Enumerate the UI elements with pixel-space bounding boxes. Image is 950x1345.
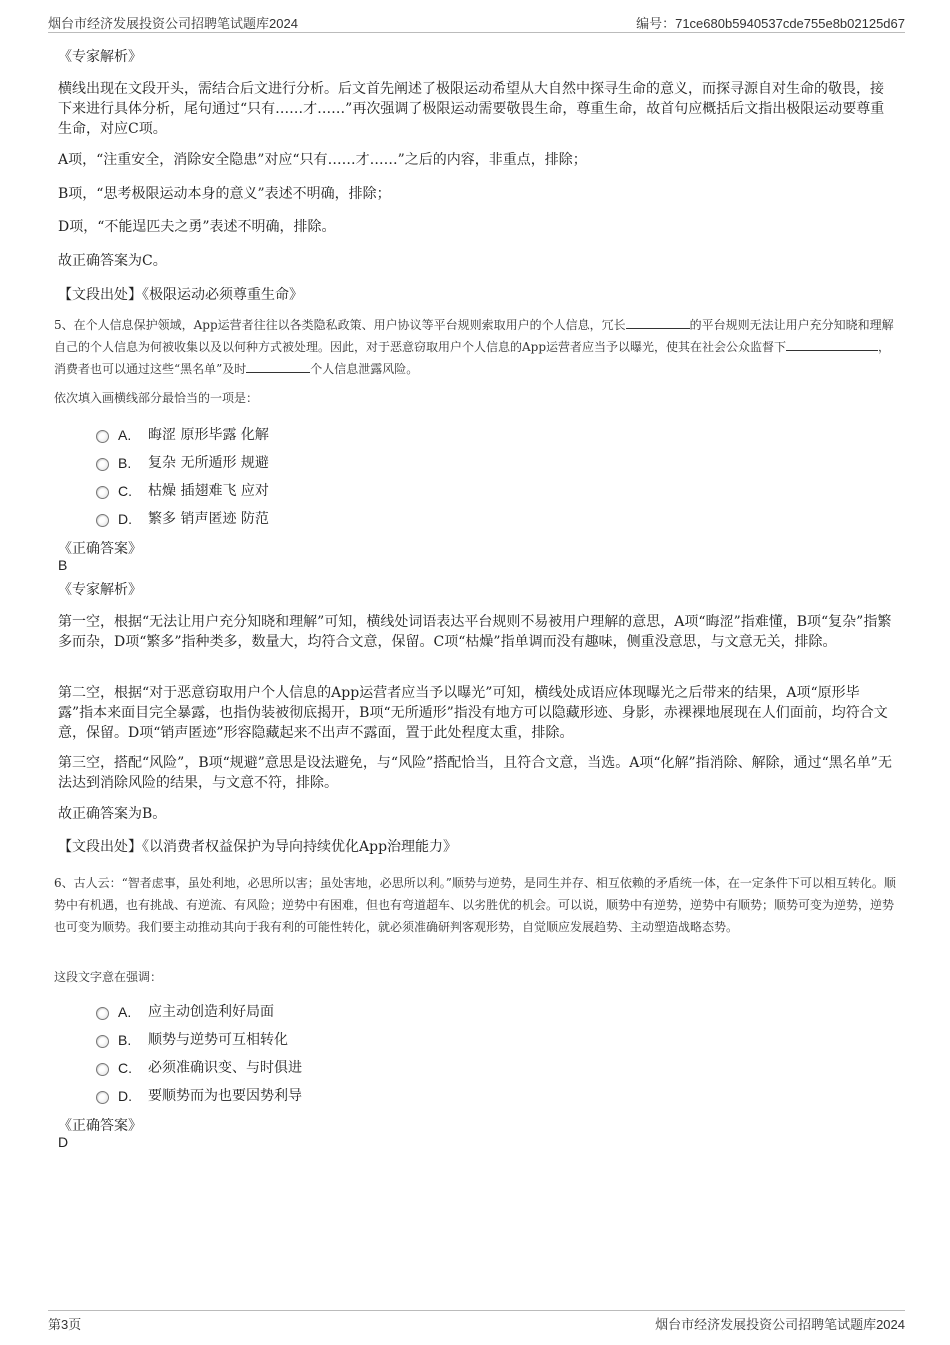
page-number: 第3页: [48, 1317, 82, 1332]
q4-conclusion: 故正确答案为C。: [58, 253, 167, 269]
q5-prompt: 依次填入画横线部分最恰当的一项是：: [54, 391, 259, 405]
radio-button[interactable]: [96, 458, 109, 471]
q5-conclusion: 故正确答案为B。: [58, 806, 167, 822]
fill-blank-1: [626, 316, 690, 329]
fill-blank-2: [786, 338, 878, 351]
q4-analysis-option-a: A项，“注重安全，消除安全隐患”对应“只有……才……”之后的内容，非重点，排除；: [58, 152, 587, 168]
radio-button[interactable]: [96, 514, 109, 527]
q4-analysis-title: 《专家解析》: [58, 49, 142, 65]
q6-answer: D: [58, 1134, 69, 1150]
radio-button[interactable]: [96, 1007, 109, 1020]
q4-source: 【文段出处】《极限运动必须尊重生命》: [58, 287, 303, 303]
radio-button[interactable]: [96, 1035, 109, 1048]
page-footer: [48, 1310, 905, 1333]
fill-blank-3: [246, 360, 310, 373]
q5-analysis-blank-2: 第二空，根据“对于恶意窃取用户个人信息的App运营者应当予以曝光”可知，横线处成语应体现曝光之后带来的结果，A项“原形毕露”指本来面目完全暴露，也指伪装被彻底揭开，B项“无所遁形”指没有地方可以隐藏形迹、身影，赤裸裸地展现在人们面前，均符合文意，保留。D项“销声匿迹”形容隐藏起来不出声不露面，置于此处程度太重，排除。: [58, 685, 888, 741]
footer-title: 烟台市经济发展投资公司招聘笔试题库2024: [655, 1317, 905, 1332]
q5-source: 【文段出处】《以消费者权益保护为导向持续优化App治理能力》: [58, 839, 458, 855]
radio-button[interactable]: [96, 486, 109, 499]
q5-stem: 5、在个人信息保护领域，App运营者往往以各类隐私政策、用户协议等平台规则索取用户的个人信息，冗长 的平台规则无法让用户充分知晓和理解自己的个人信息为何被收集以及以何种方式被处理。因此，对于恶意窃取用户个人信息的App运营者应当予以曝光，使其在社会公众监督下 ，消费者也可以通过这些“黑名单”及时 个人信息泄露风险。: [54, 318, 894, 376]
header-title: 烟台市经济发展投资公司招聘笔试题库2024: [48, 16, 298, 31]
q4-analysis-option-d: D项，“不能逞匹夫之勇”表述不明确，排除。: [58, 219, 336, 235]
q4-analysis-paragraph: 横线出现在文段开头，需结合后文进行分析。后文首先阐述了极限运动希望从大自然中探寻生命的意义，而探寻源自对生命的敬畏，接下来进行具体分析，尾句通过“只有……才……”再次强调了极限运动需要敬畏生命，尊重生命，故首句应概括后文指出极限运动要尊重生命，对应C项。: [58, 81, 885, 137]
radio-button[interactable]: [96, 430, 109, 443]
q4-analysis-option-b: B项，“思考极限运动本身的意义”表述不明确，排除；: [58, 186, 391, 202]
q6-prompt: 这段文字意在强调：: [54, 970, 163, 984]
q5-analysis-blank-3: 第三空，搭配“风险”，B项“规避”意思是设法避免，与“风险”搭配恰当，且符合文意，当选。A项“化解”指消除、解除，通过“黑名单”无法达到消除风险的结果，与文意不符，排除。: [58, 755, 892, 791]
radio-button[interactable]: [96, 1063, 109, 1076]
q5-analysis-title: 《专家解析》: [58, 582, 142, 598]
q6-answer-title: 《正确答案》: [58, 1118, 142, 1134]
radio-button[interactable]: [96, 1091, 109, 1104]
header-doc-id: 编号：71ce680b5940537cde755e8b02125d67: [636, 16, 905, 31]
q6-stem: 6、古人云：“智者虑事，虽处利地，必思所以害；虽处害地，必思所以利。”顺势与逆势，是同生并存、相互依赖的矛盾统一体，在一定条件下可以相互转化。顺势中有机遇，也有挑战、有逆流、有风险；逆势中有困难，但也有弯道超车、以劣胜优的机会。可以说，顺势中有逆势，逆势中有顺势；顺势可变为逆势，逆势也可变为顺势。我们要主动推动其向于我有利的可能性转化，就必须准确研判客观形势，自觉顺应发展趋势、主动塑造战略态势。: [54, 876, 896, 934]
page-header: [48, 10, 905, 33]
q5-analysis-blank-1: 第一空，根据“无法让用户充分知晓和理解”可知，横线处词语表达平台规则不易被用户理解的意思，A项“晦涩”指难懂，B项“复杂”指繁多而杂，D项“繁多”指种类多，数量大，均符合文意，保留。C项“枯燥”指单调而没有趣味，侧重没意思，与文意无关，排除。: [58, 614, 892, 650]
q5-answer-title: 《正确答案》: [58, 541, 142, 557]
q5-answer: B: [58, 557, 68, 573]
